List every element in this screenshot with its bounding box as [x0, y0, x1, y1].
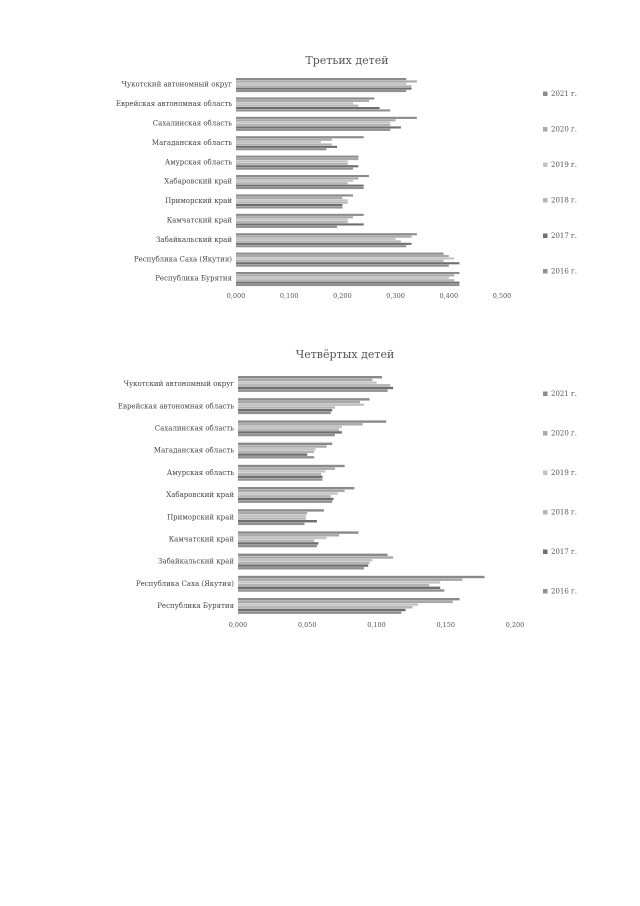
legend-swatch — [543, 589, 548, 594]
bar-2017 — [238, 476, 322, 478]
bar-2017 — [238, 587, 440, 589]
bar-2017 — [236, 126, 401, 128]
category-label: Камчатский край — [168, 535, 234, 544]
x-tick-label: 0,100 — [279, 292, 299, 300]
bar-2021 — [238, 509, 324, 511]
x-tick-label: 0,150 — [436, 621, 456, 629]
legend-label: 2016 г. — [551, 587, 577, 596]
bar-2020 — [236, 274, 454, 276]
bar-2018 — [238, 517, 306, 519]
bar-2020 — [236, 216, 353, 218]
bar-2017 — [236, 243, 412, 245]
legend-swatch — [543, 550, 548, 555]
bar-2021 — [236, 175, 369, 177]
bar-2017 — [238, 498, 334, 500]
bar-2018 — [236, 143, 332, 145]
bar-2020 — [238, 512, 307, 514]
bar-2018 — [236, 240, 401, 242]
category-label: Еврейская автономная область — [117, 402, 234, 411]
category-label: Республика Бурятия — [157, 602, 234, 611]
bar-2021 — [236, 272, 459, 274]
legend-label: 2017 г. — [551, 548, 577, 556]
category-label: Амурская область — [166, 468, 234, 477]
bar-2020 — [236, 139, 332, 141]
bar-2017 — [238, 387, 393, 389]
bar-2016 — [236, 245, 406, 247]
bar-2021 — [238, 554, 388, 556]
bar-2020 — [236, 236, 412, 238]
bar-2020 — [236, 80, 417, 82]
legend-label: 2017 г. — [551, 232, 577, 240]
bar-2021 — [238, 465, 345, 467]
bar-2017 — [236, 107, 380, 109]
bar-2017 — [238, 520, 317, 522]
chart-title: Третьих детей — [305, 54, 389, 67]
bar-2018 — [238, 473, 321, 475]
category-label: Магаданская область — [153, 446, 234, 455]
bar-2018 — [236, 221, 348, 223]
bar-2018 — [236, 260, 443, 262]
category-label: Хабаровский край — [164, 177, 232, 186]
bar-2019 — [236, 238, 396, 240]
bar-2018 — [236, 202, 348, 204]
bar-2021 — [238, 576, 485, 578]
chart-third-children — [0, 40, 640, 360]
bar-2020 — [236, 197, 342, 199]
bar-2020 — [236, 158, 358, 160]
x-tick-label: 0,050 — [297, 621, 317, 629]
bar-2016 — [238, 612, 401, 614]
legend-swatch — [543, 163, 548, 168]
bar-2019 — [238, 515, 306, 517]
x-tick-label: 0,000 — [226, 292, 246, 300]
bar-2017 — [238, 542, 318, 544]
bar-2018 — [238, 562, 370, 564]
legend-label: 2019 г. — [551, 469, 577, 477]
bar-2016 — [238, 412, 331, 414]
bar-2018 — [238, 584, 429, 586]
category-label: Приморский край — [165, 197, 232, 206]
bar-2021 — [236, 97, 374, 99]
bar-2019 — [236, 83, 406, 85]
bar-2019 — [238, 404, 364, 406]
category-label: Камчатский край — [166, 216, 232, 225]
bar-2017 — [238, 609, 406, 611]
bar-2017 — [238, 564, 368, 566]
bar-2018 — [236, 182, 348, 184]
bar-2020 — [236, 119, 396, 121]
x-tick-label: 0,100 — [367, 621, 386, 629]
bar-2019 — [236, 160, 348, 162]
bar-2016 — [238, 567, 364, 569]
bar-2021 — [236, 194, 353, 196]
bar-2016 — [238, 456, 314, 458]
x-tick-label: 0,400 — [439, 292, 459, 300]
bar-2019 — [236, 102, 353, 104]
category-label: Хабаровский край — [166, 491, 234, 500]
legend-swatch — [543, 92, 548, 97]
bar-2020 — [236, 255, 449, 257]
bar-2016 — [236, 187, 364, 189]
bar-2019 — [238, 603, 418, 605]
bar-2016 — [238, 434, 335, 436]
legend-swatch — [543, 198, 548, 203]
bar-2016 — [236, 284, 459, 286]
bar-2018 — [238, 540, 314, 542]
bar-2018 — [238, 606, 413, 608]
x-tick-label: 0,300 — [386, 292, 405, 300]
chart-title: Четвёртых детей — [295, 348, 395, 361]
bar-2016 — [236, 90, 406, 92]
bar-2018 — [238, 451, 314, 453]
bar-2017 — [236, 165, 358, 167]
category-label: Республика Бурятия — [155, 274, 232, 283]
bar-2021 — [238, 443, 332, 445]
bar-2021 — [238, 420, 386, 422]
bar-2017 — [236, 185, 364, 187]
x-tick-label: 0,200 — [333, 292, 352, 300]
legend-swatch — [543, 127, 548, 132]
bar-2019 — [238, 448, 316, 450]
bar-2019 — [238, 381, 377, 383]
bar-2021 — [238, 531, 358, 533]
legend-label: 2019 г. — [551, 161, 577, 169]
bar-2016 — [238, 390, 388, 392]
bar-2019 — [238, 470, 325, 472]
bar-2018 — [236, 163, 348, 165]
x-tick-label: 0,200 — [505, 621, 525, 629]
category-label: Магаданская область — [151, 138, 232, 147]
bar-2019 — [236, 122, 390, 124]
bar-2018 — [238, 406, 335, 408]
bar-2020 — [238, 379, 372, 381]
bar-2017 — [236, 223, 364, 225]
bar-2017 — [236, 88, 412, 90]
bar-2021 — [238, 398, 370, 400]
bar-2021 — [236, 233, 417, 235]
bar-2021 — [236, 136, 364, 138]
bar-2016 — [236, 226, 337, 228]
legend-label: 2016 г. — [551, 267, 577, 276]
bar-2019 — [236, 180, 353, 182]
bar-2016 — [238, 478, 322, 480]
bar-2021 — [238, 598, 460, 600]
bar-2017 — [236, 282, 459, 284]
category-label: Чукотский автономный округ — [123, 380, 234, 389]
bar-2016 — [238, 501, 332, 503]
bar-2019 — [236, 199, 348, 201]
bar-2017 — [236, 204, 342, 206]
legend-swatch — [543, 431, 548, 436]
category-label: Еврейская автономная область — [115, 100, 232, 109]
category-label: Амурская область — [164, 158, 232, 167]
bar-2016 — [236, 148, 326, 150]
category-label: Республика Саха (Якутия) — [133, 255, 232, 264]
bar-2021 — [236, 156, 358, 158]
legend-label: 2018 г. — [551, 508, 577, 517]
bar-2018 — [236, 124, 390, 126]
legend-label: 2020 г. — [551, 429, 577, 438]
legend-label: 2021 г. — [551, 90, 577, 98]
bar-2018 — [236, 279, 454, 281]
bar-2021 — [236, 253, 443, 255]
legend-label: 2021 г. — [551, 390, 577, 398]
bar-2021 — [238, 376, 382, 378]
bar-2017 — [238, 453, 307, 455]
bar-2018 — [236, 85, 412, 87]
legend-swatch — [543, 392, 548, 397]
chart-fourth-children — [0, 340, 640, 640]
bar-2019 — [236, 257, 454, 259]
category-label: Сахалинская область — [154, 424, 234, 433]
category-label: Забайкальский край — [156, 235, 232, 244]
bar-2019 — [236, 219, 348, 221]
bar-2021 — [238, 487, 354, 489]
x-tick-label: 0,500 — [492, 292, 512, 300]
legend-swatch — [543, 510, 548, 515]
bar-2019 — [238, 559, 372, 561]
bar-2020 — [238, 445, 327, 447]
bar-2019 — [238, 537, 327, 539]
bar-2021 — [236, 117, 417, 119]
bar-2018 — [236, 105, 358, 107]
bar-2020 — [238, 579, 462, 581]
bar-2019 — [238, 492, 338, 494]
category-label: Сахалинская область — [152, 119, 232, 128]
category-label: Забайкальский край — [158, 557, 234, 566]
bar-2016 — [238, 589, 444, 591]
bar-2016 — [236, 129, 390, 131]
legend-swatch — [543, 471, 548, 476]
legend-label: 2018 г. — [551, 196, 577, 205]
bar-2017 — [238, 409, 332, 411]
bar-2020 — [236, 177, 358, 179]
bar-2019 — [236, 141, 321, 143]
bar-2017 — [236, 146, 337, 148]
category-label: Чукотский автономный округ — [121, 80, 232, 89]
legend-swatch — [543, 234, 548, 239]
bar-2020 — [238, 534, 339, 536]
bar-2019 — [236, 277, 449, 279]
bar-2019 — [238, 426, 342, 428]
bar-2018 — [238, 429, 339, 431]
bar-2020 — [238, 423, 363, 425]
bar-2016 — [236, 265, 449, 267]
bar-2017 — [236, 262, 459, 264]
bar-2020 — [238, 401, 360, 403]
bar-2020 — [238, 556, 393, 558]
bar-2016 — [236, 206, 342, 208]
bar-2017 — [238, 431, 342, 433]
bar-2016 — [238, 545, 317, 547]
bar-2018 — [238, 384, 390, 386]
legend-label: 2020 г. — [551, 125, 577, 134]
category-label: Приморский край — [167, 513, 234, 522]
bar-2016 — [236, 168, 353, 170]
bar-2020 — [236, 100, 369, 102]
category-label: Республика Саха (Якутия) — [135, 579, 234, 588]
bar-2016 — [238, 523, 304, 525]
x-tick-label: 0,000 — [228, 621, 248, 629]
bar-2021 — [236, 214, 364, 216]
bar-2020 — [238, 490, 345, 492]
bar-2020 — [238, 468, 335, 470]
bar-2021 — [236, 78, 406, 80]
bar-2016 — [236, 109, 390, 111]
legend-swatch — [543, 269, 548, 274]
bar-2018 — [238, 495, 331, 497]
bar-2020 — [238, 601, 453, 603]
bar-2019 — [238, 581, 440, 583]
